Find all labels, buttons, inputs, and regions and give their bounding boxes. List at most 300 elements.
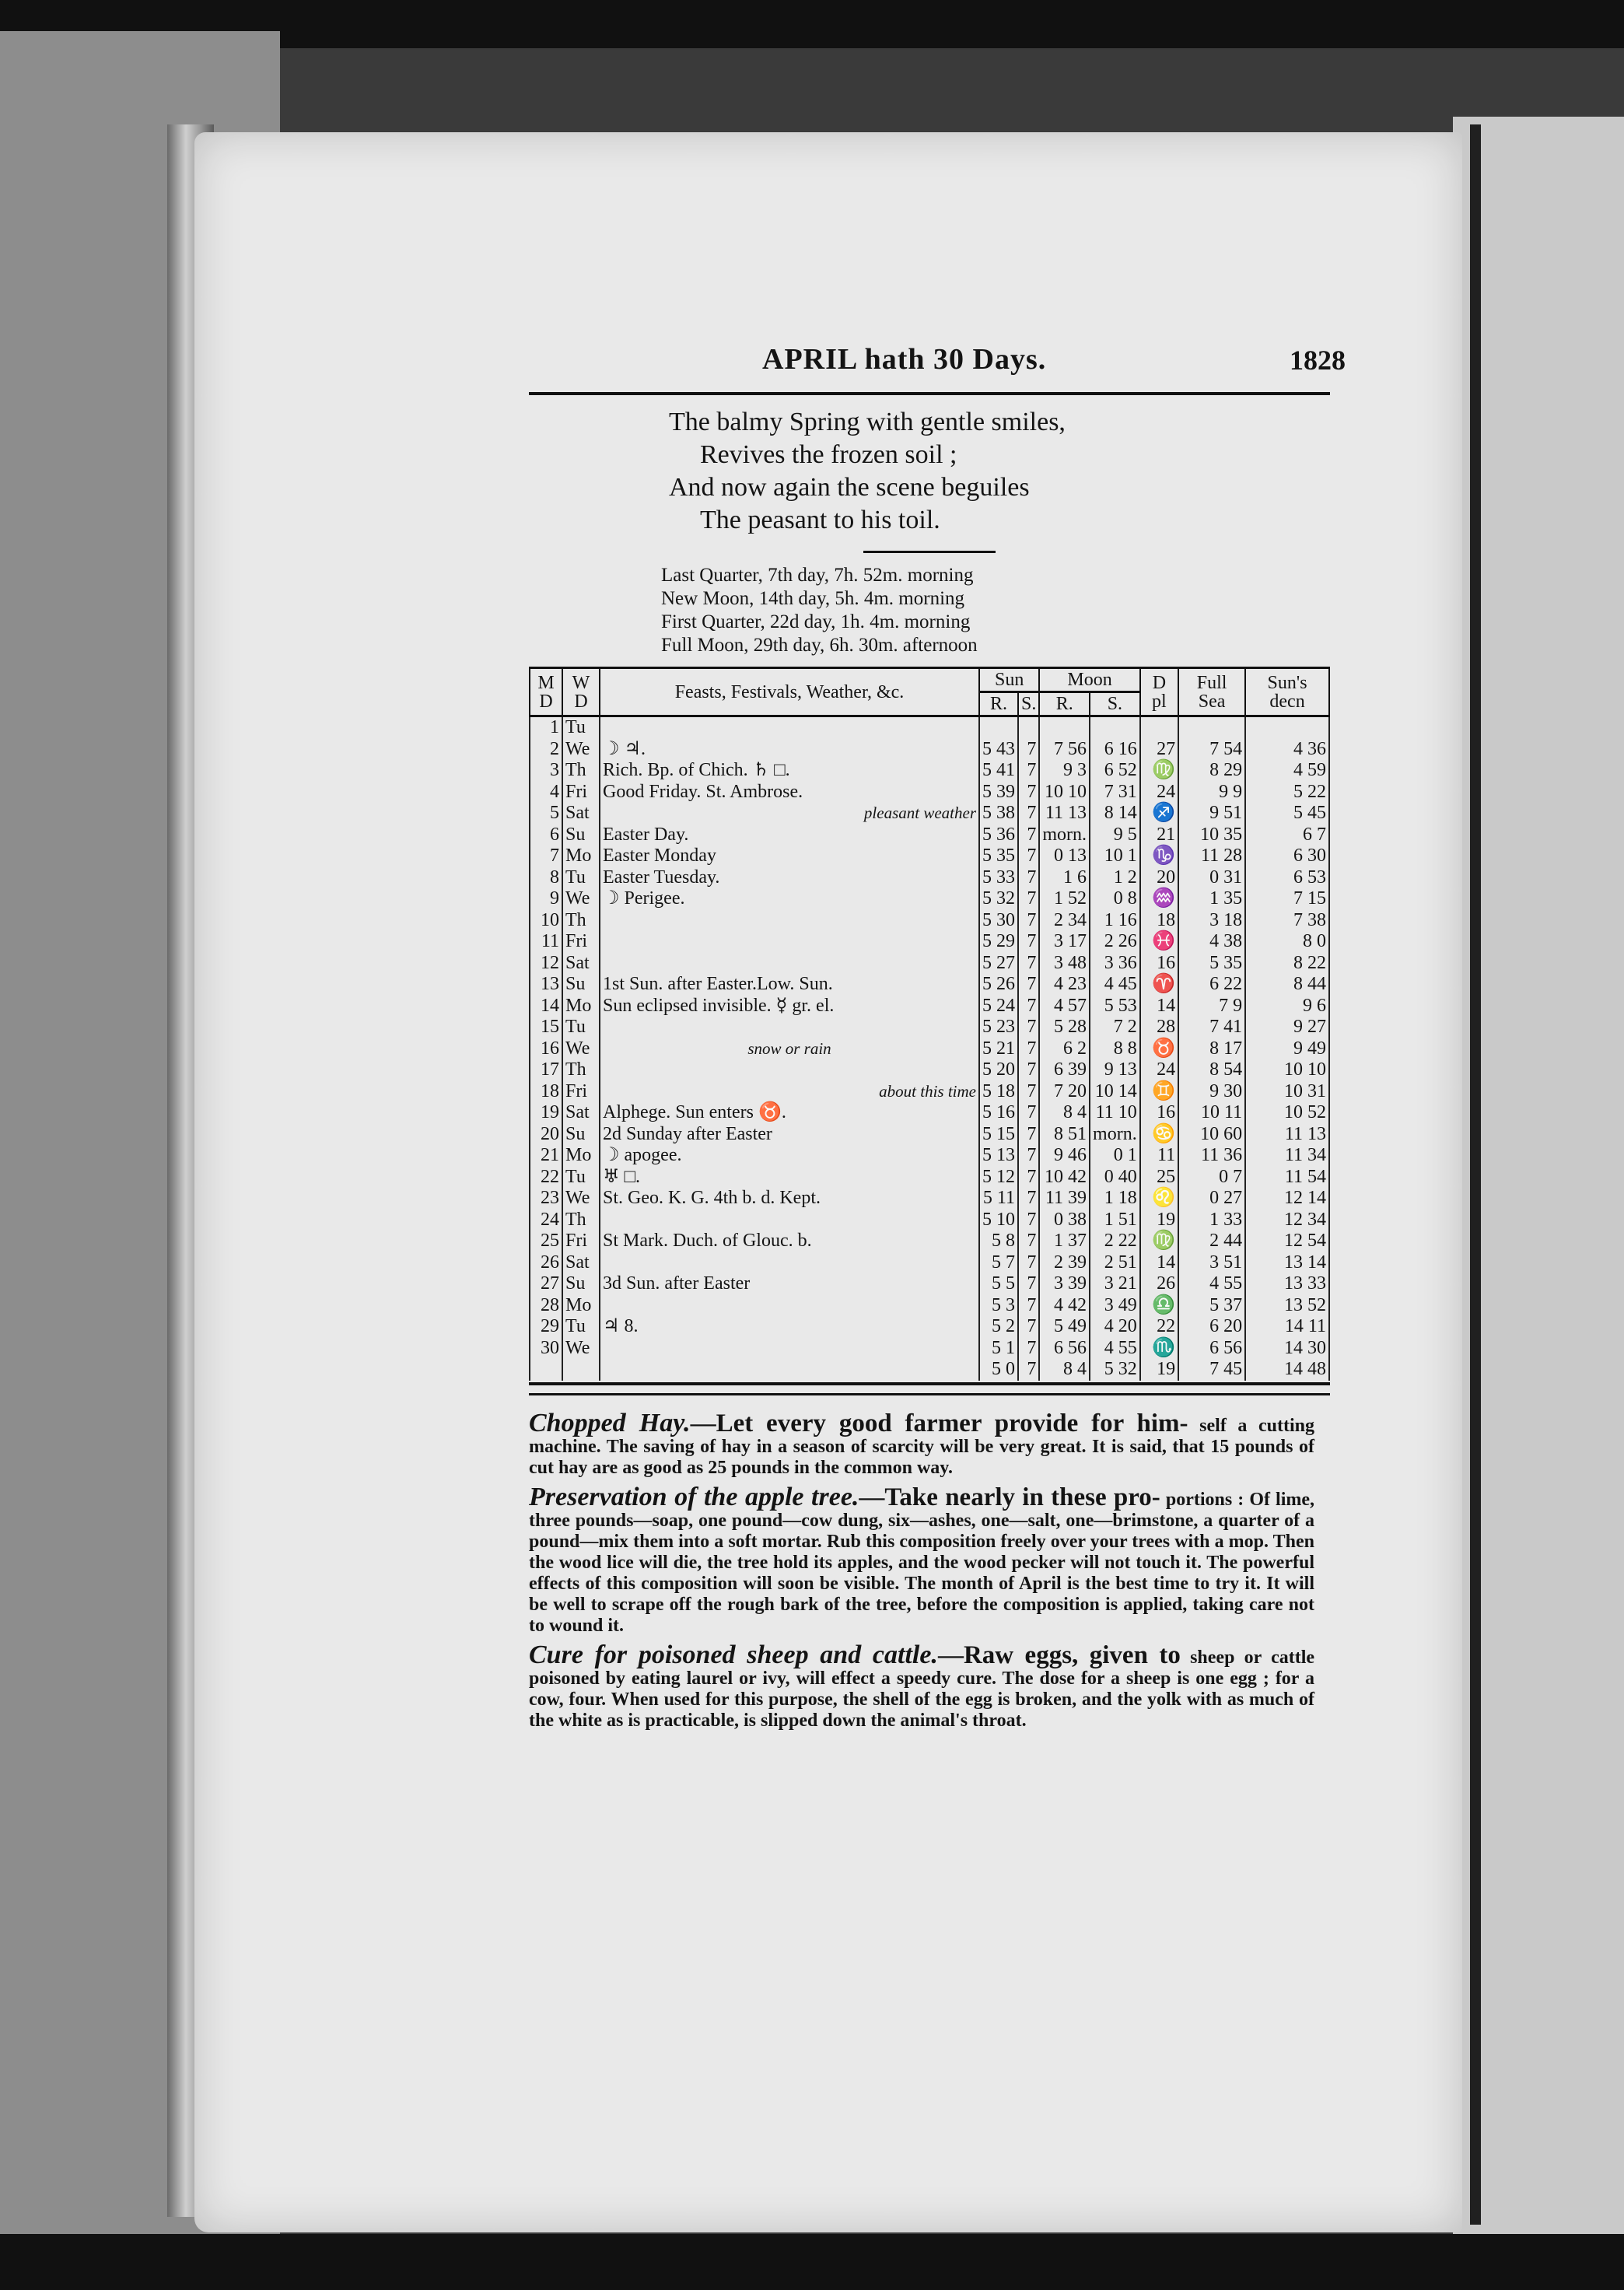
full-sea: 0 27 bbox=[1178, 1188, 1245, 1210]
moon-rise: 6 2 bbox=[1039, 1038, 1090, 1060]
moon-phase: Last Quarter, 7th day, 7h. 52m. morning bbox=[661, 565, 974, 586]
day-of-month: 26 bbox=[530, 1252, 562, 1274]
col-moon-rise: R. bbox=[1039, 692, 1090, 716]
moon-rise bbox=[1039, 716, 1090, 739]
sun-set: 7 bbox=[1018, 888, 1039, 910]
col-sun: Sun bbox=[979, 668, 1039, 692]
sun-set: 7 bbox=[1018, 1145, 1039, 1167]
table-row bbox=[530, 1338, 1329, 1360]
sun-declination: 9 27 bbox=[1245, 1017, 1329, 1038]
day-of-week: We bbox=[562, 1038, 600, 1060]
moon-rise: 6 56 bbox=[1039, 1338, 1090, 1360]
moon-rise: 0 13 bbox=[1039, 846, 1090, 867]
day-of-month: 19 bbox=[530, 1102, 562, 1124]
col-moon-set: S. bbox=[1090, 692, 1140, 716]
event bbox=[600, 739, 979, 761]
moon-phase: Full Moon, 29th day, 6h. 30m. afternoon bbox=[661, 635, 978, 656]
event bbox=[600, 1145, 979, 1167]
page-header bbox=[529, 342, 1346, 389]
day-of-month: 18 bbox=[530, 1081, 562, 1103]
sun-declination: 6 30 bbox=[1245, 846, 1329, 867]
moon-set: 0 8 bbox=[1090, 888, 1140, 910]
moon-set: 0 1 bbox=[1090, 1145, 1140, 1167]
day-of-week: Fri bbox=[562, 931, 600, 953]
event bbox=[600, 1038, 979, 1060]
sun-declination: 12 54 bbox=[1245, 1231, 1329, 1252]
moon-place: 21 bbox=[1140, 825, 1178, 846]
moon-place: 16 bbox=[1140, 953, 1178, 975]
moon-set: 2 51 bbox=[1090, 1252, 1140, 1274]
sun-declination: 13 52 bbox=[1245, 1295, 1329, 1317]
sun-set: 7 bbox=[1018, 1295, 1039, 1317]
moon-place: ♒ bbox=[1140, 888, 1178, 910]
moon-rise: 1 37 bbox=[1039, 1231, 1090, 1252]
moon-place: 26 bbox=[1140, 1273, 1178, 1295]
sun-rise: 5 26 bbox=[979, 974, 1018, 996]
sun-declination: 14 30 bbox=[1245, 1338, 1329, 1360]
table-row bbox=[530, 1145, 1329, 1167]
moon-place bbox=[1140, 716, 1178, 739]
sun-declination: 4 59 bbox=[1245, 760, 1329, 782]
event-text: ♃ 8. bbox=[603, 1316, 639, 1336]
table-row bbox=[530, 1295, 1329, 1317]
day-of-week: Tu bbox=[562, 716, 600, 739]
note-lead: —Raw eggs, given to bbox=[937, 1640, 1181, 1669]
day-of-week: We bbox=[562, 1188, 600, 1210]
sun-rise: 5 30 bbox=[979, 910, 1018, 932]
moon-rise: 5 28 bbox=[1039, 1017, 1090, 1038]
sun-declination: 8 0 bbox=[1245, 931, 1329, 953]
event bbox=[600, 931, 979, 953]
day-of-month: 2 bbox=[530, 739, 562, 761]
event-text: 3d Sun. after Easter bbox=[603, 1273, 751, 1294]
day-of-week: Su bbox=[562, 974, 600, 996]
moon-place: ♉ bbox=[1140, 1038, 1178, 1060]
sun-rise: 5 32 bbox=[979, 888, 1018, 910]
full-sea: 8 54 bbox=[1178, 1059, 1245, 1081]
sun-declination: 10 52 bbox=[1245, 1102, 1329, 1124]
note bbox=[529, 1640, 1315, 1732]
sun-rise: 5 10 bbox=[979, 1210, 1018, 1231]
day-of-week: Tu bbox=[562, 867, 600, 889]
sun-set: 7 bbox=[1018, 846, 1039, 867]
full-sea: 8 17 bbox=[1178, 1038, 1245, 1060]
moon-place: 18 bbox=[1140, 910, 1178, 932]
moon-rise: 8 4 bbox=[1039, 1359, 1090, 1381]
day-of-week: Su bbox=[562, 1124, 600, 1146]
note-body: self a cutting machine. The saving of hay in a season of scarcity will be very great. It is said, that 15 pounds of cut hay are as good as 25 pounds in the common way. bbox=[529, 1415, 1315, 1478]
day-of-month: 7 bbox=[530, 846, 562, 867]
day-of-month: 25 bbox=[530, 1231, 562, 1252]
sun-declination: 9 6 bbox=[1245, 996, 1329, 1017]
table-row bbox=[530, 1231, 1329, 1252]
col-events: Feasts, Festivals, Weather, &c. bbox=[600, 668, 979, 716]
sun-rise: 5 12 bbox=[979, 1167, 1018, 1189]
table-row bbox=[530, 782, 1329, 804]
sun-rise: 5 41 bbox=[979, 760, 1018, 782]
sun-set: 7 bbox=[1018, 1081, 1039, 1103]
moon-place: ♊ bbox=[1140, 1081, 1178, 1103]
full-sea: 4 55 bbox=[1178, 1273, 1245, 1295]
moon-rise: 10 42 bbox=[1039, 1167, 1090, 1189]
table-row bbox=[530, 931, 1329, 953]
sun-declination: 12 14 bbox=[1245, 1188, 1329, 1210]
moon-rise: 7 20 bbox=[1039, 1081, 1090, 1103]
event-text: ☽ Perigee. bbox=[603, 888, 685, 909]
full-sea: 4 38 bbox=[1178, 931, 1245, 953]
day-of-week: Sat bbox=[562, 1252, 600, 1274]
event bbox=[600, 846, 979, 867]
moon-rise: morn. bbox=[1039, 825, 1090, 846]
sun-declination: 7 15 bbox=[1245, 888, 1329, 910]
full-sea: 10 35 bbox=[1178, 825, 1245, 846]
event bbox=[600, 1231, 979, 1252]
sun-set: 7 bbox=[1018, 1359, 1039, 1381]
event-text: Alphege. Sun enters ♉. bbox=[603, 1102, 786, 1122]
sun-declination: 5 45 bbox=[1245, 803, 1329, 825]
sun-declination: 13 14 bbox=[1245, 1252, 1329, 1274]
moon-set: 3 49 bbox=[1090, 1295, 1140, 1317]
day-of-week: Tu bbox=[562, 1316, 600, 1338]
table-row bbox=[530, 825, 1329, 846]
day-of-month bbox=[530, 1359, 562, 1381]
sun-set: 7 bbox=[1018, 1338, 1039, 1360]
full-sea: 10 11 bbox=[1178, 1102, 1245, 1124]
sun-set: 7 bbox=[1018, 910, 1039, 932]
moon-place: 22 bbox=[1140, 1316, 1178, 1338]
day-of-week: Mo bbox=[562, 846, 600, 867]
full-sea: 7 41 bbox=[1178, 1017, 1245, 1038]
table-row bbox=[530, 716, 1329, 739]
sun-declination: 11 34 bbox=[1245, 1145, 1329, 1167]
moon-set: 1 2 bbox=[1090, 867, 1140, 889]
moon-place: ♈ bbox=[1140, 974, 1178, 996]
moon-set: 0 40 bbox=[1090, 1167, 1140, 1189]
day-of-week: Th bbox=[562, 760, 600, 782]
moon-set: 9 5 bbox=[1090, 825, 1140, 846]
poem bbox=[669, 406, 1322, 537]
day-of-month: 16 bbox=[530, 1038, 562, 1060]
moon-set: 7 31 bbox=[1090, 782, 1140, 804]
sun-rise: 5 8 bbox=[979, 1231, 1018, 1252]
full-sea: 10 60 bbox=[1178, 1124, 1245, 1146]
full-sea: 6 20 bbox=[1178, 1316, 1245, 1338]
moon-set: 9 13 bbox=[1090, 1059, 1140, 1081]
poem-rule bbox=[863, 551, 996, 553]
table-row bbox=[530, 953, 1329, 975]
table-row bbox=[530, 803, 1329, 825]
moon-set: morn. bbox=[1090, 1124, 1140, 1146]
note-heading: Preservation of the apple tree. bbox=[529, 1482, 859, 1511]
sun-rise: 5 0 bbox=[979, 1359, 1018, 1381]
moon-place: 11 bbox=[1140, 1145, 1178, 1167]
event bbox=[600, 825, 979, 846]
full-sea: 3 18 bbox=[1178, 910, 1245, 932]
table-row bbox=[530, 739, 1329, 761]
moon-place: ♍ bbox=[1140, 760, 1178, 782]
sun-set: 7 bbox=[1018, 1059, 1039, 1081]
sun-set: 7 bbox=[1018, 996, 1039, 1017]
event bbox=[600, 782, 979, 804]
sun-declination: 8 22 bbox=[1245, 953, 1329, 975]
day-of-week: Mo bbox=[562, 1145, 600, 1167]
sun-set bbox=[1018, 716, 1039, 739]
sun-rise: 5 43 bbox=[979, 739, 1018, 761]
sun-set: 7 bbox=[1018, 1124, 1039, 1146]
moon-place: 19 bbox=[1140, 1210, 1178, 1231]
sun-rise: 5 36 bbox=[979, 825, 1018, 846]
day-of-week: Fri bbox=[562, 1081, 600, 1103]
sun-rise: 5 23 bbox=[979, 1017, 1018, 1038]
sun-rise: 5 39 bbox=[979, 782, 1018, 804]
day-of-month: 5 bbox=[530, 803, 562, 825]
full-sea: 9 30 bbox=[1178, 1081, 1245, 1103]
moon-rise: 8 51 bbox=[1039, 1124, 1090, 1146]
table-row bbox=[530, 1059, 1329, 1081]
facing-page-gutter bbox=[1470, 124, 1481, 2225]
day-of-week: We bbox=[562, 739, 600, 761]
moon-set: 10 14 bbox=[1090, 1081, 1140, 1103]
event-text: St. Geo. K. G. 4th b. d. Kept. bbox=[603, 1188, 821, 1208]
sun-set: 7 bbox=[1018, 1038, 1039, 1060]
event-text: St Mark. Duch. of Glouc. b. bbox=[603, 1231, 812, 1251]
moon-rise: 1 6 bbox=[1039, 867, 1090, 889]
day-of-month: 21 bbox=[530, 1145, 562, 1167]
sun-rise: 5 33 bbox=[979, 867, 1018, 889]
full-sea: 9 9 bbox=[1178, 782, 1245, 804]
sun-rise: 5 1 bbox=[979, 1338, 1018, 1360]
full-sea: 8 29 bbox=[1178, 760, 1245, 782]
sun-set: 7 bbox=[1018, 1231, 1039, 1252]
moon-set: 2 26 bbox=[1090, 931, 1140, 953]
moon-set: 3 36 bbox=[1090, 953, 1140, 975]
note-heading: Chopped Hay. bbox=[529, 1408, 691, 1437]
moon-set bbox=[1090, 716, 1140, 739]
sun-declination: 13 33 bbox=[1245, 1273, 1329, 1295]
event bbox=[600, 716, 979, 739]
sun-set: 7 bbox=[1018, 1102, 1039, 1124]
full-sea: 11 36 bbox=[1178, 1145, 1245, 1167]
sun-set: 7 bbox=[1018, 803, 1039, 825]
moon-place: 27 bbox=[1140, 739, 1178, 761]
col-sun-set: S. bbox=[1018, 692, 1039, 716]
moon-rise: 6 39 bbox=[1039, 1059, 1090, 1081]
sun-set: 7 bbox=[1018, 931, 1039, 953]
full-sea: 7 54 bbox=[1178, 739, 1245, 761]
sun-declination: 5 22 bbox=[1245, 782, 1329, 804]
event bbox=[600, 996, 979, 1017]
moon-rise: 9 46 bbox=[1039, 1145, 1090, 1167]
moon-place: 25 bbox=[1140, 1167, 1178, 1189]
table-row bbox=[530, 760, 1329, 782]
moon-place: 28 bbox=[1140, 1017, 1178, 1038]
event bbox=[600, 803, 979, 825]
full-sea: 3 51 bbox=[1178, 1252, 1245, 1274]
sun-rise: 5 29 bbox=[979, 931, 1018, 953]
moon-place: ♎ bbox=[1140, 1295, 1178, 1317]
event-text: Rich. Bp. of Chich. ♄ □. bbox=[603, 760, 790, 780]
moon-rise: 11 13 bbox=[1039, 803, 1090, 825]
sun-declination: 14 11 bbox=[1245, 1316, 1329, 1338]
moon-rise: 10 10 bbox=[1039, 782, 1090, 804]
poem-line: Revives the frozen soil ; bbox=[700, 440, 957, 469]
day-of-week: Sat bbox=[562, 803, 600, 825]
table-body bbox=[530, 716, 1329, 1381]
moon-place: ♓ bbox=[1140, 931, 1178, 953]
table-row bbox=[530, 910, 1329, 932]
sun-rise: 5 5 bbox=[979, 1273, 1018, 1295]
full-sea: 6 22 bbox=[1178, 974, 1245, 996]
event bbox=[600, 1359, 979, 1381]
day-of-month: 27 bbox=[530, 1273, 562, 1295]
sun-set: 7 bbox=[1018, 1167, 1039, 1189]
event-text: Easter Tuesday. bbox=[603, 867, 720, 888]
full-sea: 6 56 bbox=[1178, 1338, 1245, 1360]
event-text: Easter Day. bbox=[603, 824, 689, 845]
sun-declination: 9 49 bbox=[1245, 1038, 1329, 1060]
moon-place: 24 bbox=[1140, 1059, 1178, 1081]
moon-set: 5 53 bbox=[1090, 996, 1140, 1017]
note-heading: Cure for poisoned sheep and cattle. bbox=[529, 1640, 938, 1669]
moon-set: 10 1 bbox=[1090, 846, 1140, 867]
sun-declination: 7 38 bbox=[1245, 910, 1329, 932]
table-row bbox=[530, 1167, 1329, 1189]
moon-set: 4 55 bbox=[1090, 1338, 1140, 1360]
moon-place: 19 bbox=[1140, 1359, 1178, 1381]
table-row bbox=[530, 867, 1329, 889]
event-text: 2d Sunday after Easter bbox=[603, 1123, 772, 1144]
moon-rise: 4 23 bbox=[1039, 974, 1090, 996]
event bbox=[600, 1295, 979, 1317]
event bbox=[600, 867, 979, 889]
note-body: sheep or cattle poisoned by eating laurel or ivy, will effect a speedy cure. The dose for a sheep is one egg ; for a cow, four. When used for this purpose, the shell of the egg is broken, and the yolk with as much of the white as is practicable, is slipped down the animal's throat. bbox=[529, 1647, 1315, 1731]
moon-set: 1 16 bbox=[1090, 910, 1140, 932]
day-of-week: We bbox=[562, 1338, 600, 1360]
moon-place: ♏ bbox=[1140, 1338, 1178, 1360]
table-row bbox=[530, 1316, 1329, 1338]
table-row bbox=[530, 1273, 1329, 1295]
day-of-month: 9 bbox=[530, 888, 562, 910]
weather-note: about this time bbox=[879, 1081, 976, 1101]
sun-set: 7 bbox=[1018, 867, 1039, 889]
farming-notes bbox=[529, 1408, 1315, 1732]
table-row bbox=[530, 888, 1329, 910]
event-text: 1st Sun. after Easter.Low. Sun. bbox=[603, 974, 833, 994]
day-of-week: Mo bbox=[562, 996, 600, 1017]
day-of-month: 24 bbox=[530, 1210, 562, 1231]
table-footer-rule bbox=[529, 1382, 1330, 1395]
sun-rise bbox=[979, 716, 1018, 739]
weather-note: pleasant weather bbox=[863, 804, 976, 822]
page-year: 1828 bbox=[1290, 345, 1346, 376]
sun-rise: 5 38 bbox=[979, 803, 1018, 825]
day-of-week: Fri bbox=[562, 1231, 600, 1252]
day-of-week bbox=[562, 1359, 600, 1381]
note bbox=[529, 1482, 1315, 1637]
event bbox=[600, 760, 979, 782]
event-text: Easter Monday bbox=[603, 846, 716, 866]
col-moon-place: D pl bbox=[1140, 668, 1178, 716]
table-row bbox=[530, 974, 1329, 996]
day-of-month: 28 bbox=[530, 1295, 562, 1317]
moon-place: ♑ bbox=[1140, 846, 1178, 867]
table-row bbox=[530, 1017, 1329, 1038]
sun-set: 7 bbox=[1018, 760, 1039, 782]
full-sea: 7 9 bbox=[1178, 996, 1245, 1017]
event bbox=[600, 1273, 979, 1295]
sun-rise: 5 3 bbox=[979, 1295, 1018, 1317]
table-row bbox=[530, 1102, 1329, 1124]
day-of-month: 12 bbox=[530, 953, 562, 975]
moon-set: 1 51 bbox=[1090, 1210, 1140, 1231]
poem-line: And now again the scene beguiles bbox=[669, 473, 1030, 502]
moon-rise: 1 52 bbox=[1039, 888, 1090, 910]
full-sea: 1 33 bbox=[1178, 1210, 1245, 1231]
event-text: ☽ apogee. bbox=[603, 1145, 682, 1165]
moon-set: 7 2 bbox=[1090, 1017, 1140, 1038]
moon-phase: First Quarter, 22d day, 1h. 4m. morning bbox=[661, 611, 971, 632]
poem-line: The peasant to his toil. bbox=[700, 506, 940, 534]
day-of-month: 11 bbox=[530, 931, 562, 953]
moon-set: 2 22 bbox=[1090, 1231, 1140, 1252]
moon-place: ♍ bbox=[1140, 1231, 1178, 1252]
note-body: portions : Of lime, three pounds—soap, one pound—cow dung, six—ashes, one—salt, one—brimstone, a quarter of a pound—mix them into a soft mortar. Rub this composition freely over your trees with a mop. Then the wood lice will die, the tree hold its apples, and the wood pecker will not touch it. The powerful effects of this composition will soon be visible. The month of April is the best time to try it. It will be well to scrape off the rough bark of the tree, before the composition is applied, taking care not to wound it. bbox=[529, 1489, 1315, 1636]
moon-rise: 2 39 bbox=[1039, 1252, 1090, 1274]
day-of-month: 22 bbox=[530, 1167, 562, 1189]
day-of-month: 14 bbox=[530, 996, 562, 1017]
event bbox=[600, 1167, 979, 1189]
almanac-content bbox=[529, 342, 1346, 1739]
moon-set: 3 21 bbox=[1090, 1273, 1140, 1295]
day-of-month: 1 bbox=[530, 716, 562, 739]
table-row bbox=[530, 1359, 1329, 1381]
table-row bbox=[530, 1081, 1329, 1103]
day-of-week: Mo bbox=[562, 1295, 600, 1317]
event bbox=[600, 1338, 979, 1360]
full-sea: 7 45 bbox=[1178, 1359, 1245, 1381]
event bbox=[600, 953, 979, 975]
table-row bbox=[530, 1124, 1329, 1146]
table-row bbox=[530, 1038, 1329, 1060]
sun-rise: 5 11 bbox=[979, 1188, 1018, 1210]
sun-set: 7 bbox=[1018, 1188, 1039, 1210]
moon-set: 1 18 bbox=[1090, 1188, 1140, 1210]
event bbox=[600, 1316, 979, 1338]
event bbox=[600, 910, 979, 932]
day-of-week: Th bbox=[562, 1059, 600, 1081]
day-of-month: 4 bbox=[530, 782, 562, 804]
sun-set: 7 bbox=[1018, 1017, 1039, 1038]
almanac-table bbox=[529, 667, 1330, 1381]
sun-declination: 4 36 bbox=[1245, 739, 1329, 761]
day-of-week: Tu bbox=[562, 1167, 600, 1189]
full-sea: 2 44 bbox=[1178, 1231, 1245, 1252]
event-text: Good Friday. St. Ambrose. bbox=[603, 781, 803, 802]
moon-place: 20 bbox=[1140, 867, 1178, 889]
full-sea bbox=[1178, 716, 1245, 739]
scan-bottom-border bbox=[0, 2234, 1624, 2290]
sun-set: 7 bbox=[1018, 1210, 1039, 1231]
moon-place: ♌ bbox=[1140, 1188, 1178, 1210]
sun-set: 7 bbox=[1018, 782, 1039, 804]
moon-place: 24 bbox=[1140, 782, 1178, 804]
sun-rise: 5 16 bbox=[979, 1102, 1018, 1124]
moon-set: 8 14 bbox=[1090, 803, 1140, 825]
note bbox=[529, 1408, 1315, 1479]
col-week-day: W D bbox=[562, 668, 600, 716]
full-sea: 5 37 bbox=[1178, 1295, 1245, 1317]
day-of-month: 23 bbox=[530, 1188, 562, 1210]
